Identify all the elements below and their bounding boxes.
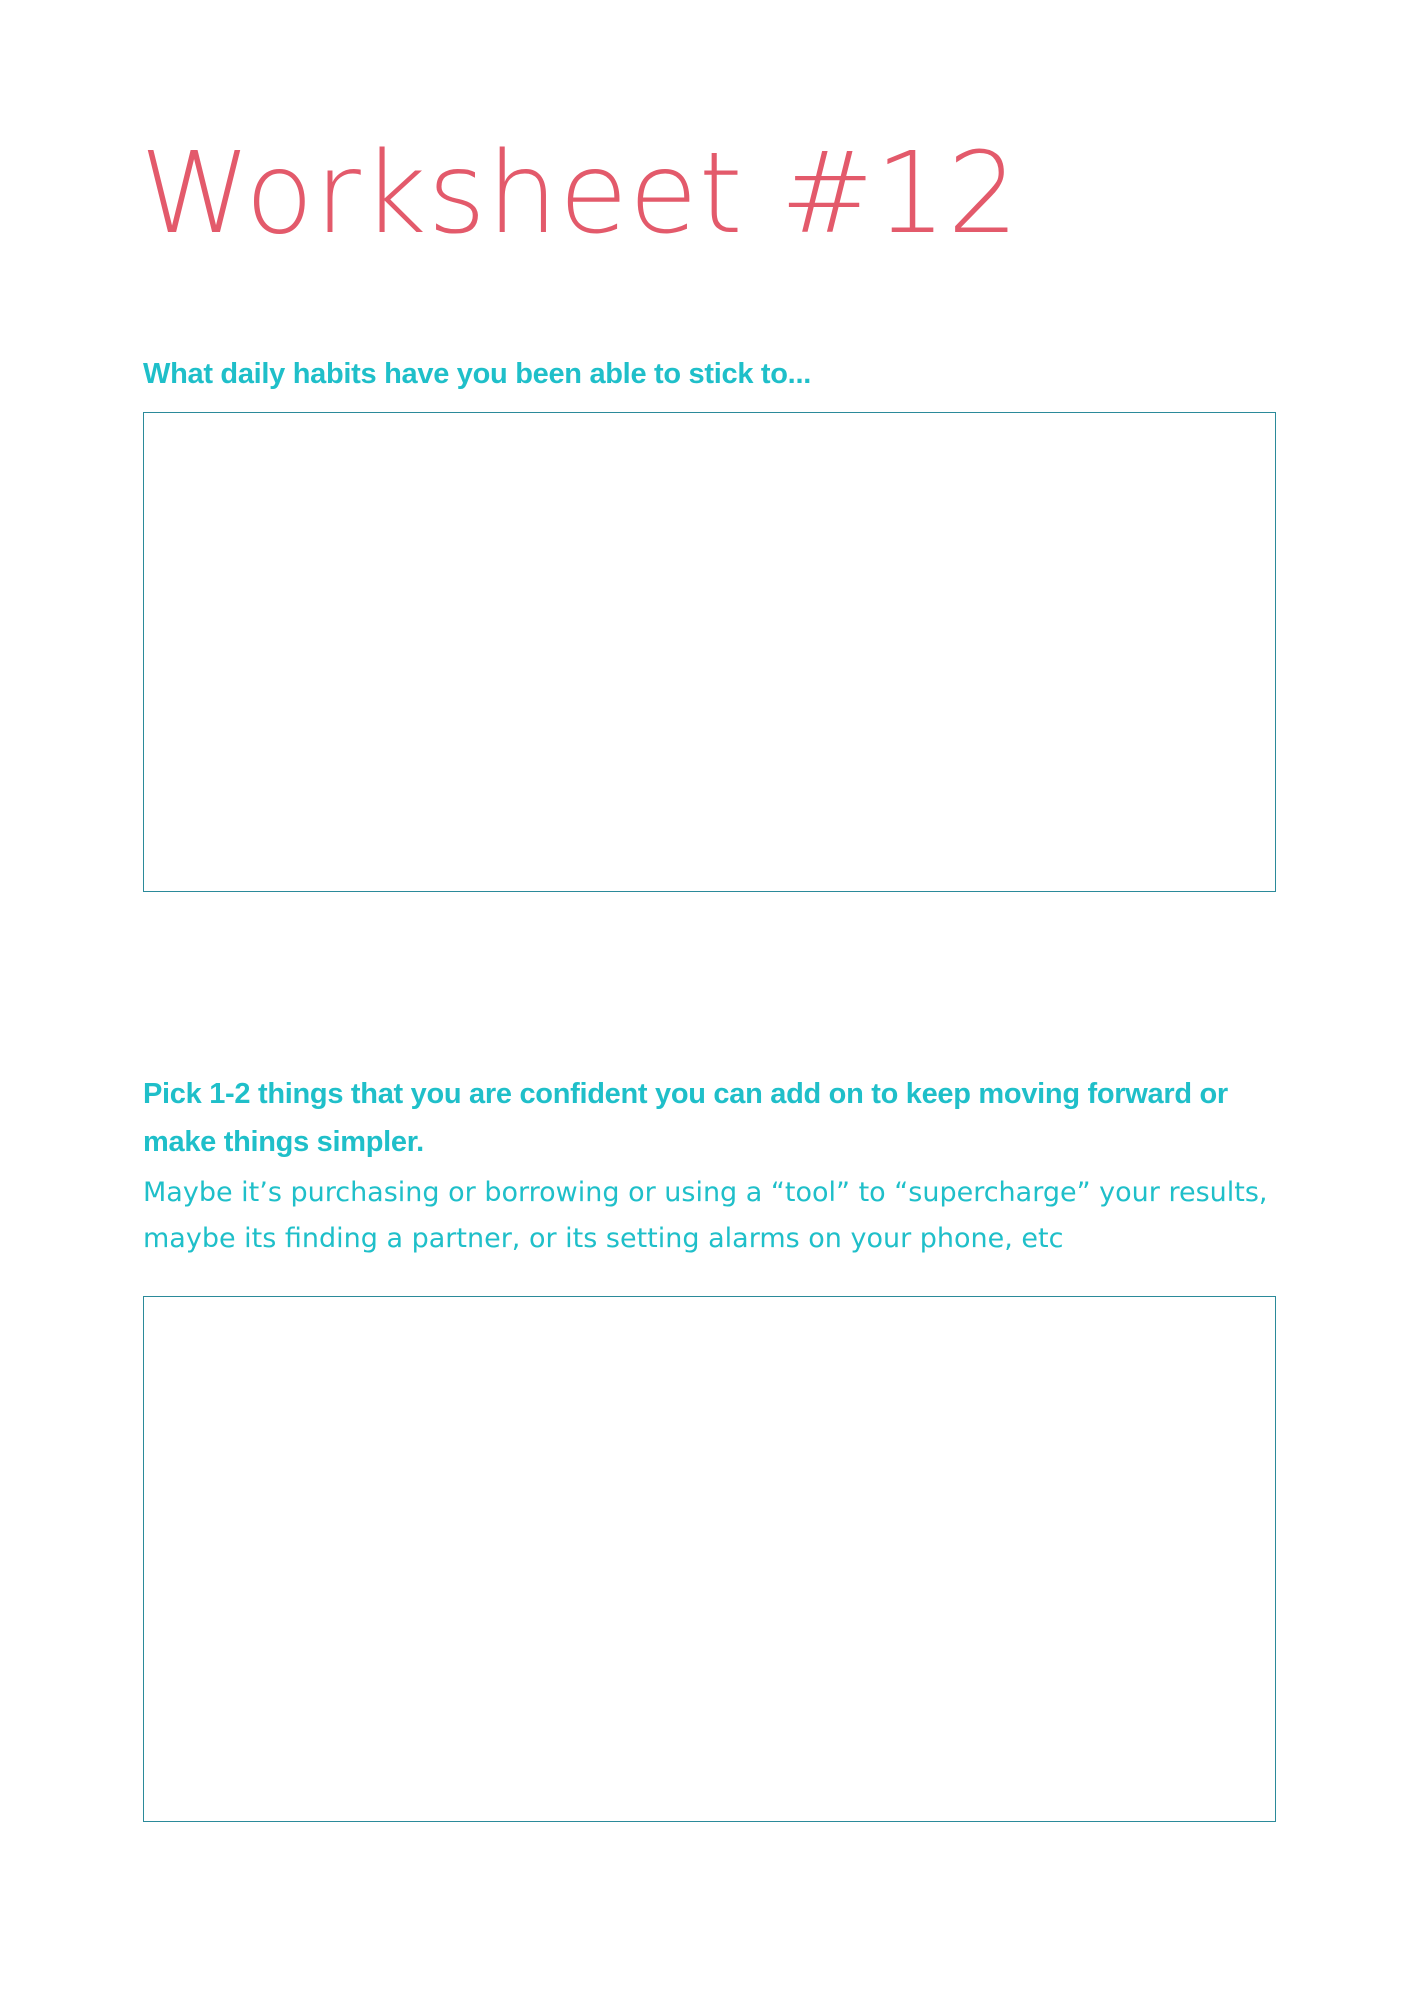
question-add-on-things: Pick 1-2 things that you are confident you can add on to keep moving forward or make things simpler. [143, 1078, 1228, 1158]
answer-box-add-on-things[interactable] [143, 1296, 1276, 1822]
worksheet-title: Worksheet #12 [140, 129, 1020, 259]
question-add-on-hint: Maybe it’s purchasing or borrowing or using a “tool” to “supercharge” your results, maybe its finding a partner, or its setting alarms on your phone, etc [143, 1177, 1268, 1254]
question-daily-habits: What daily habits have you been able to stick to... [143, 358, 811, 390]
answer-box-daily-habits[interactable] [143, 412, 1276, 892]
